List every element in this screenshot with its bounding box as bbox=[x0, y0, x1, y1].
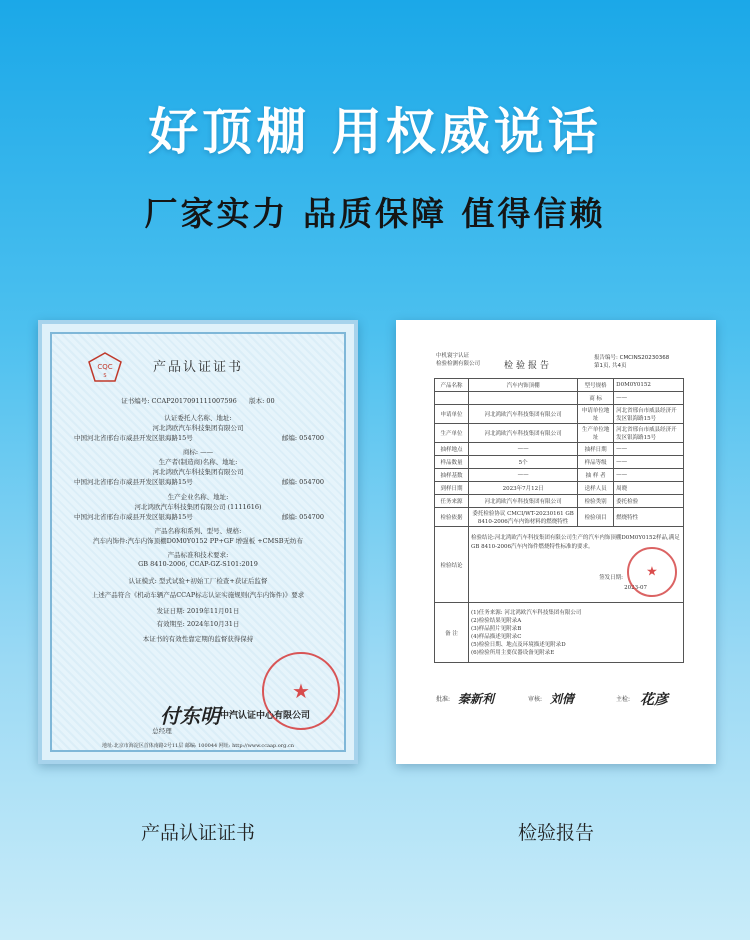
certificate-border bbox=[50, 332, 346, 752]
review-signature: 刘倩 bbox=[550, 692, 575, 706]
certificate-title: 产品认证证书 bbox=[152, 360, 243, 375]
table-cell: —— bbox=[614, 443, 684, 456]
table-cell: 生产单位 bbox=[435, 424, 469, 443]
table-cell: —— bbox=[469, 443, 578, 456]
cert-line: 邮编: 054700 bbox=[281, 513, 324, 521]
table-cell: 抽样地点 bbox=[435, 443, 469, 456]
table-row bbox=[435, 443, 684, 456]
table-row bbox=[435, 469, 684, 482]
cert-line: 河北鸿欧汽车科技集团有限公司 bbox=[152, 424, 244, 432]
cert-line: 中国河北省邢台市威县开发区银海路15号 bbox=[74, 434, 193, 442]
cert-version: 版本: 00 bbox=[249, 397, 275, 405]
cert-line: 认证模式: 型式试验+初始工厂检查+获证后监督 bbox=[128, 577, 268, 585]
table-cell: 商 标 bbox=[578, 392, 614, 405]
note-item: (5)检验日期、地点及环境描述见附录D bbox=[471, 641, 566, 648]
note-item: (3)样品照片见附录B bbox=[471, 625, 522, 632]
table-cell: —— bbox=[614, 392, 684, 405]
note-item: (4)样品描述见附录C bbox=[471, 633, 522, 640]
svg-text:S: S bbox=[103, 373, 107, 379]
subline: 厂家实力 品质保障 值得信赖 bbox=[144, 194, 606, 233]
signer-role: 总经理 bbox=[152, 727, 172, 735]
product-certificate-image bbox=[38, 320, 358, 764]
report-title: 检验报告 bbox=[504, 361, 553, 371]
table-row bbox=[435, 495, 684, 508]
table-row bbox=[435, 603, 684, 663]
table-cell: 生产单位地址 bbox=[578, 424, 614, 443]
cert-number: 证书编号: CCAP2017091111007596 bbox=[121, 397, 237, 405]
table-cell: 申请单位 bbox=[435, 405, 469, 424]
cert-line: 中国河北省邢台市威县开发区银海路15号 bbox=[74, 513, 193, 521]
main-inspector-label: 主检: bbox=[616, 696, 631, 703]
table-cell: 产品名称 bbox=[435, 379, 469, 392]
report-page: 第1页, 共4页 bbox=[594, 363, 627, 369]
cert-line: 河北鸿欧汽车科技集团有限公司 bbox=[152, 468, 244, 476]
table-cell bbox=[469, 392, 578, 405]
table-row bbox=[435, 405, 684, 424]
conclusion-cell bbox=[469, 527, 684, 603]
table-cell: 检验类别 bbox=[578, 495, 614, 508]
table-cell: 5个 bbox=[469, 456, 578, 469]
table-cell: 河北省邢台市威县经济开发区银海路15号 bbox=[614, 424, 684, 443]
report-table bbox=[434, 378, 684, 663]
table-cell: 委托检验协议 CMCI/WT-20230161 GB 8410-2006汽车内饰材料的燃烧特性 bbox=[469, 508, 578, 527]
table-cell: 样品等级 bbox=[578, 456, 614, 469]
table-cell: 送样人员 bbox=[578, 482, 614, 495]
report-org bbox=[436, 352, 480, 368]
table-cell bbox=[435, 392, 469, 405]
table-cell: 抽样基数 bbox=[435, 469, 469, 482]
cert-line: 认证委托人名称、地址: bbox=[164, 414, 232, 422]
cert-line: 中国河北省邢台市威县开发区银海路15号 bbox=[74, 478, 193, 486]
table-cell: D0M0Y0152 bbox=[614, 379, 684, 392]
table-cell: 型号规格 bbox=[578, 379, 614, 392]
svg-text:CQC: CQC bbox=[97, 363, 113, 371]
table-cell: 检验依据 bbox=[435, 508, 469, 527]
table-row bbox=[435, 508, 684, 527]
cert-line: 河北鸿欧汽车科技集团有限公司 (1111616) bbox=[134, 503, 262, 511]
table-row bbox=[435, 424, 684, 443]
notes-cell bbox=[469, 603, 684, 663]
note-item: (1)任务来源: 河北鸿欧汽车科技集团有限公司 bbox=[471, 609, 582, 616]
cert-line: 本证书的有效性靠定期的监督获得保持 bbox=[142, 635, 254, 643]
seal-star-icon: ★ bbox=[292, 679, 310, 703]
report-seal bbox=[627, 547, 677, 597]
report-org-line: 中机寰宇认证 bbox=[436, 353, 470, 359]
table-cell: —— bbox=[614, 456, 684, 469]
report-org-line: 检验检测有限公司 bbox=[436, 361, 481, 367]
table-cell: 燃烧特性 bbox=[614, 508, 684, 527]
cert-line: 生产者(制造商)名称、地址: bbox=[158, 458, 238, 466]
note-item: (6)检验所用主要仪器设备见附录E bbox=[471, 649, 555, 656]
table-cell: 检验项目 bbox=[578, 508, 614, 527]
table-row bbox=[435, 456, 684, 469]
cert-line: 商标: —— bbox=[182, 448, 214, 456]
cert-line: 上述产品符合《机动车辆产品CCAP标志认证实施规则(汽车内饰件)》要求 bbox=[91, 591, 305, 599]
table-cell: 样品数量 bbox=[435, 456, 469, 469]
cert-line: 汽车内饰件:汽车内饰顶棚D0M0Y0152 PP+GF 增强板 +CMSB无纺布 bbox=[92, 537, 304, 545]
table-cell: —— bbox=[614, 469, 684, 482]
conclusion-label: 检验结论 bbox=[435, 527, 469, 603]
sign-date-label: 签发日期: bbox=[599, 575, 623, 581]
cert-line: 发证日期: 2019年11月01日 bbox=[156, 607, 240, 615]
main-inspector-signature: 花彦 bbox=[640, 692, 668, 708]
table-cell: 周晓 bbox=[614, 482, 684, 495]
table-cell: 河北鸿欧汽车科技集团有限公司 bbox=[469, 495, 578, 508]
table-cell: 抽 样 者 bbox=[578, 469, 614, 482]
table-row bbox=[435, 379, 684, 392]
certificate-signature: 付东明 bbox=[160, 704, 220, 728]
cert-line: 邮编: 054700 bbox=[281, 478, 324, 486]
cert-line: GB 8410-2006, CCAP-GZ-S101:2019 bbox=[138, 560, 258, 568]
table-row bbox=[435, 482, 684, 495]
cert-number-row bbox=[58, 396, 338, 405]
approve-signature: 秦新利 bbox=[458, 692, 495, 706]
cert-line: 生产企业名称、地址: bbox=[167, 493, 229, 501]
approve-label: 批准: bbox=[436, 696, 451, 703]
review-label: 审核: bbox=[528, 696, 543, 703]
caption-certificate: 产品认证证书 bbox=[140, 822, 255, 844]
table-cell: 抽样日期 bbox=[578, 443, 614, 456]
certificate-issuer: 中汽认证中心有限公司 bbox=[220, 711, 311, 721]
seal-star-icon: ★ bbox=[646, 564, 658, 580]
report-number-block bbox=[594, 354, 669, 370]
report-number: 报告编号: CMCINS20230368 bbox=[594, 355, 670, 361]
notes-label: 备 注 bbox=[435, 603, 469, 663]
table-row bbox=[435, 527, 684, 603]
certificate-footer: 地址:北京市海淀区首体南路2号11层 邮编: 100044 网址: http://www.ccaap.org.cn bbox=[102, 743, 294, 749]
table-row bbox=[435, 392, 684, 405]
table-cell: 汽车内饰顶棚 bbox=[469, 379, 578, 392]
inspection-report-image bbox=[396, 320, 716, 764]
table-cell: 任务来源 bbox=[435, 495, 469, 508]
headline: 好顶棚 用权威说话 bbox=[148, 103, 602, 161]
table-cell: 河北鸿欧汽车科技集团有限公司 bbox=[469, 405, 578, 424]
table-cell: 河北省邢台市威县经济开发区银海路15号 bbox=[614, 405, 684, 424]
table-cell: 2023年7月12日 bbox=[469, 482, 578, 495]
table-cell: 河北鸿欧汽车科技集团有限公司 bbox=[469, 424, 578, 443]
sign-date: 2023-07 bbox=[624, 585, 647, 591]
table-cell: 到样日期 bbox=[435, 482, 469, 495]
cert-line: 产品名称和系列、型号、规格: bbox=[154, 527, 242, 535]
cert-line: 产品标准和技术要求: bbox=[167, 551, 229, 559]
caption-report: 检验报告 bbox=[517, 822, 594, 844]
table-cell: 申请单位地址 bbox=[578, 405, 614, 424]
table-cell: 委托检验 bbox=[614, 495, 684, 508]
table-cell: —— bbox=[469, 469, 578, 482]
conclusion-text: 检验结论:河北鸿欧汽车科技集团有限公司生产的汽车内饰顶棚D0M0Y0152样品,满足GB 8410-2006汽车内饰件燃烧特性标准的要求。 bbox=[471, 535, 680, 550]
note-item: (2)检验结果见附录A bbox=[471, 617, 522, 624]
cert-line: 邮编: 054700 bbox=[281, 434, 324, 442]
cert-line: 有效期至: 2024年10月31日 bbox=[156, 620, 240, 628]
